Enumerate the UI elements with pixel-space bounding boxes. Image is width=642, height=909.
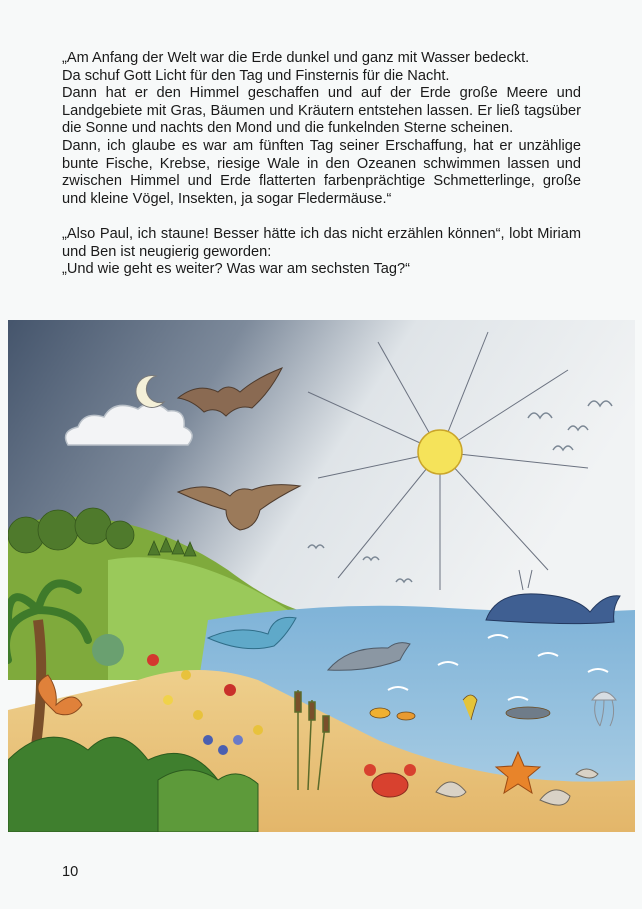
story-paragraph: Dann, ich glaube es war am fünften Tag seiner Erschaffung, hat er unzählige bunte Fische, Krebse, riesige Wale in den Ozeanen schwimmen lassen und zwischen Himmel und Erde flatterten farbenprächtige Schmetterlinge, große und kleine Vögel, Insekten, ja sogar Fledermäuse.“ [62,137,581,207]
story-text [62,50,581,279]
story-paragraph: „Am Anfang der Welt war die Erde dunkel und ganz mit Wasser bedeckt. [62,50,530,66]
creation-illustration [8,320,635,832]
story-paragraph: Da schuf Gott Licht für den Tag und Finsternis für die Nacht. [62,67,450,84]
story-paragraph: „Also Paul, ich staune! Besser hätte ich das nicht erzählen können“, lobt Miriam und Ben ist neugierig geworden: [62,225,581,260]
story-paragraph: Dann hat er den Himmel geschaffen und auf der Erde große Meere und Landgebiete mit Gras, Bäumen und Kräutern entstehen lassen. Er ließ tagsüber die Sonne und nachts den Mond und die funkelnden Sterne scheinen. [62,85,581,137]
story-paragraph: „Und wie geht es weiter? Was war am sechsten Tag?“ [62,261,410,278]
page-number: 10 [62,864,79,880]
